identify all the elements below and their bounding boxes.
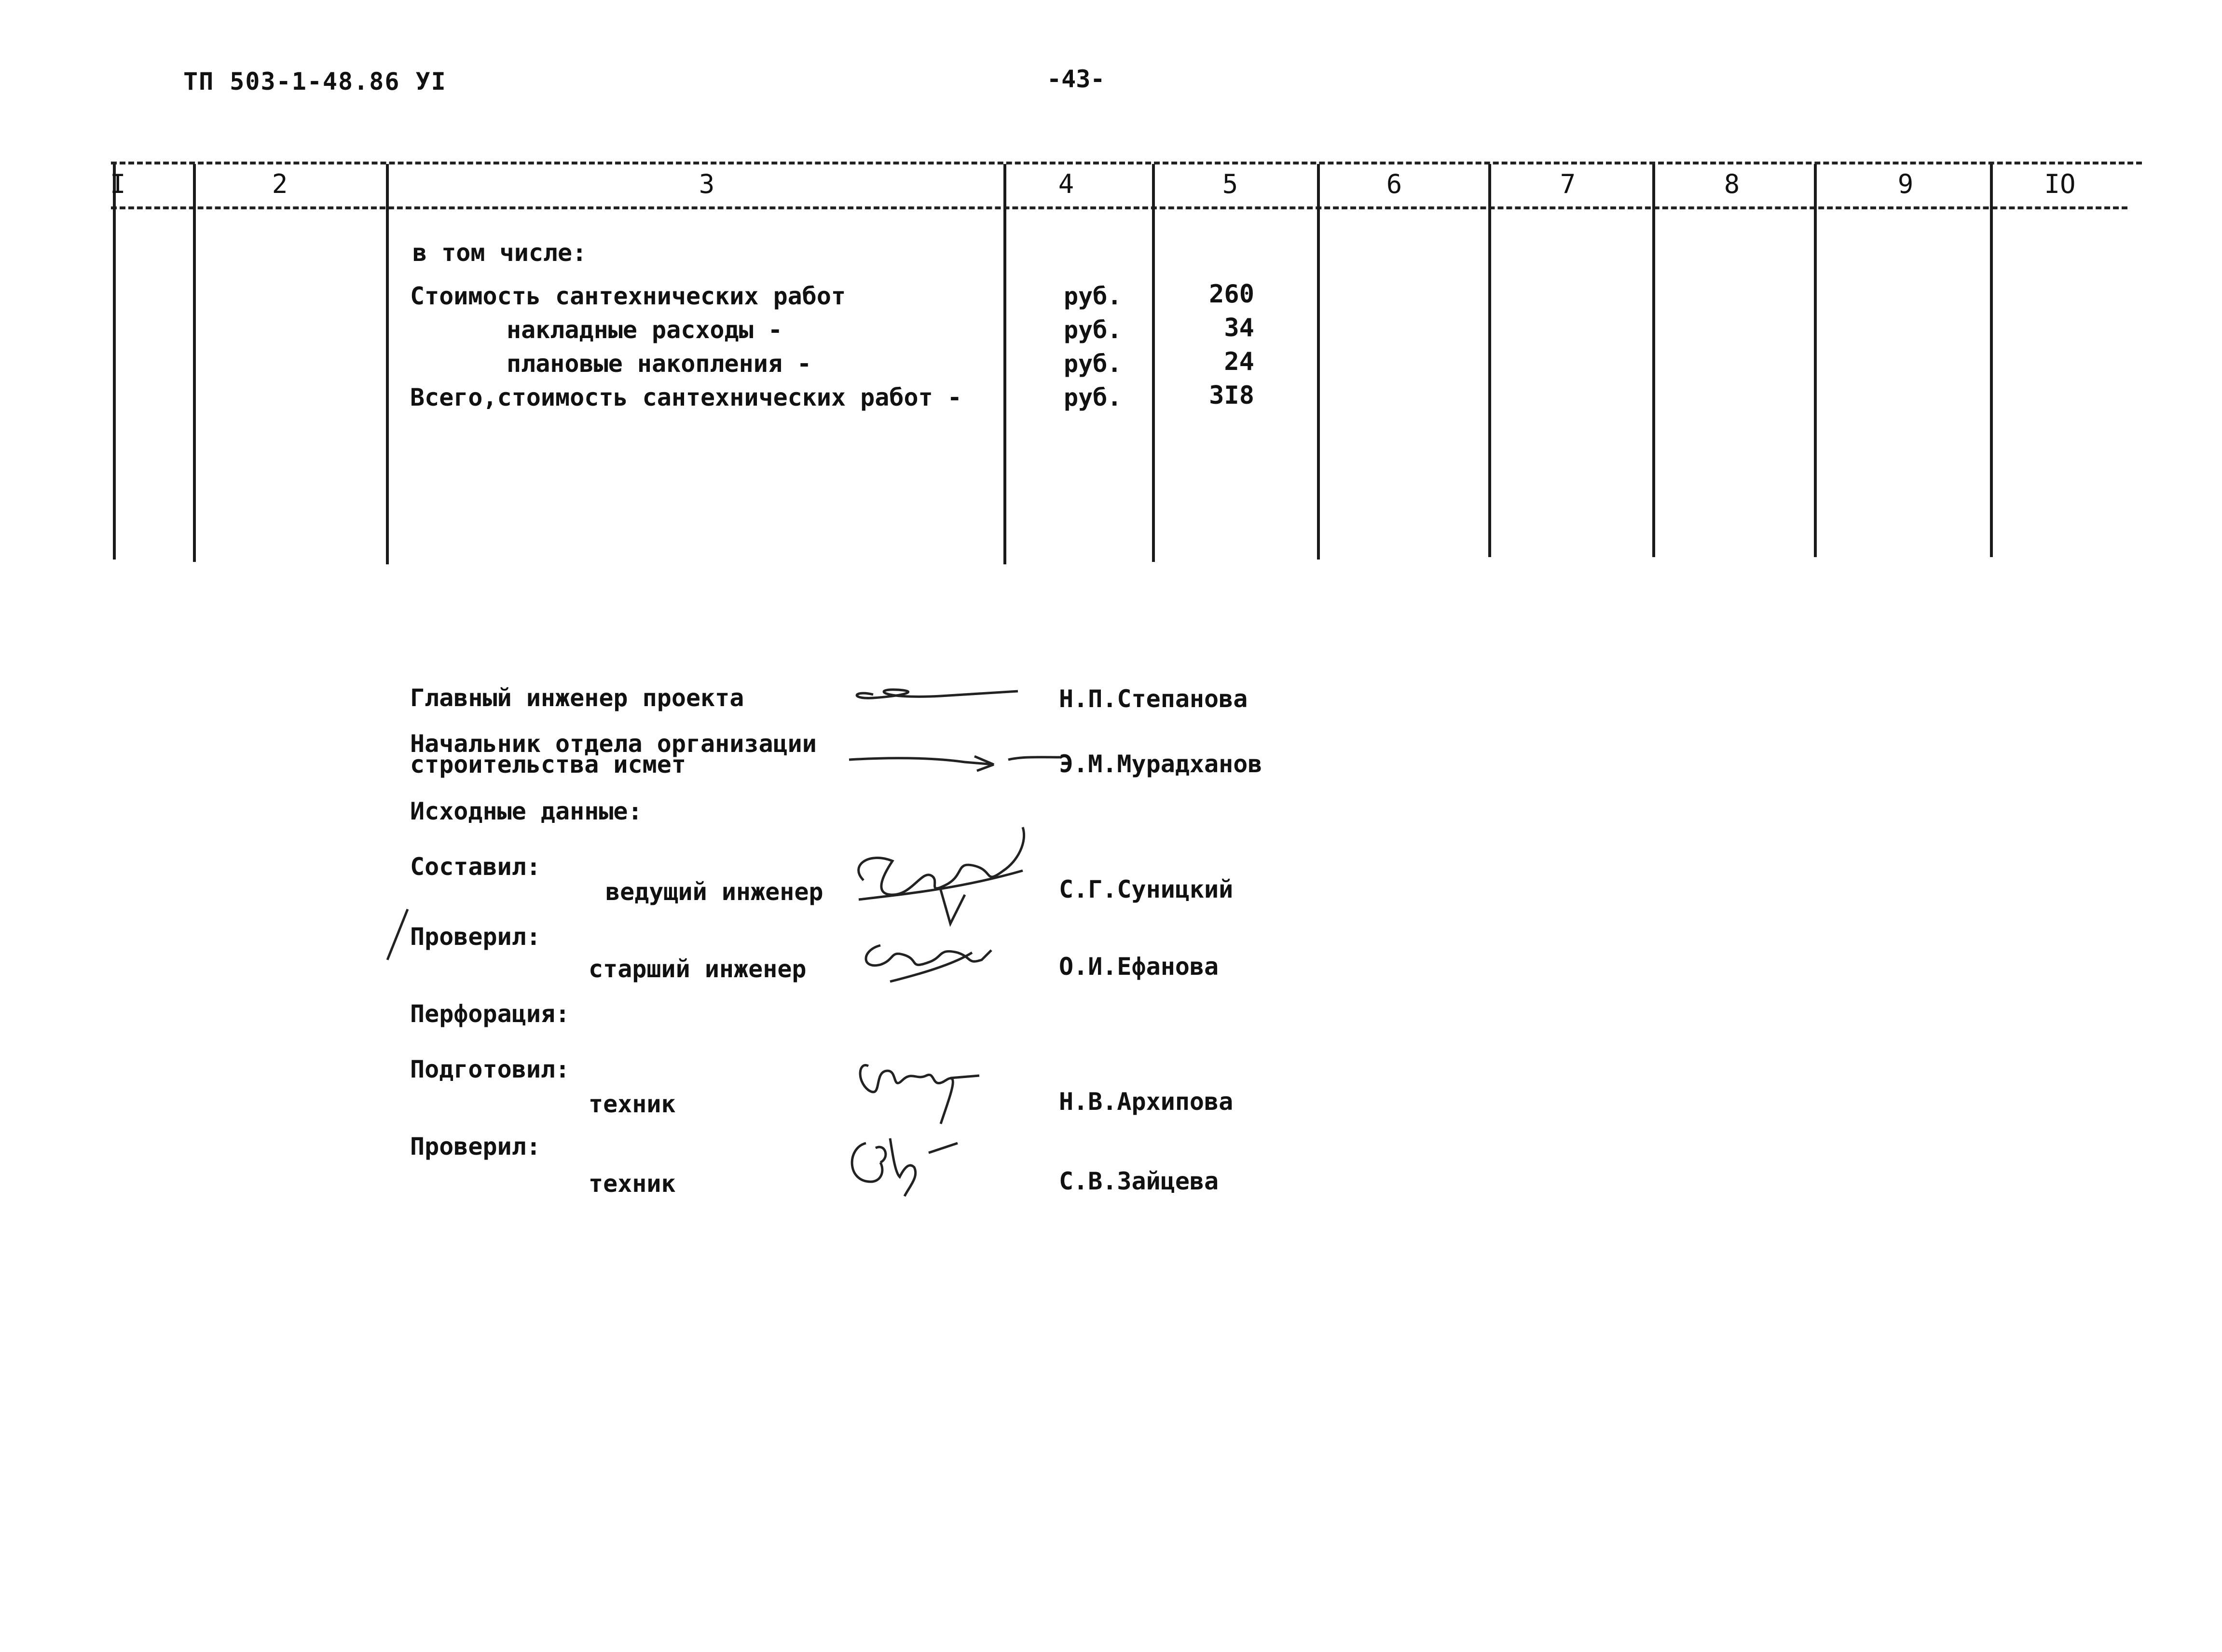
- row-unit: руб.: [1064, 282, 1122, 310]
- column-number: 8: [1724, 169, 1740, 199]
- checked2-role: техник: [589, 1170, 676, 1198]
- row-label: Стоимость сантехнических работ: [410, 282, 846, 310]
- column-divider: [1990, 164, 1993, 557]
- row-unit: руб.: [1064, 316, 1122, 344]
- column-divider: [386, 164, 389, 564]
- prepared-label: Подготовил:: [410, 1055, 570, 1083]
- column-number: 9: [1897, 169, 1914, 199]
- section-title: в том числе:: [412, 239, 587, 267]
- column-number: 5: [1222, 169, 1238, 199]
- row-unit: руб.: [1064, 383, 1122, 411]
- column-number: I: [110, 169, 126, 199]
- signature-chief-engineer: [844, 673, 1028, 711]
- department-head-name: Э.М.Мурадханов: [1059, 750, 1262, 778]
- checked-role: старший инженер: [589, 955, 807, 983]
- checked2-name: С.В.Зайцева: [1059, 1167, 1219, 1195]
- column-divider: [1003, 164, 1006, 564]
- chief-engineer-name: Н.П.Степанова: [1059, 685, 1248, 713]
- column-number: 2: [272, 169, 288, 199]
- compiled-role: ведущий инженер: [605, 878, 823, 906]
- department-head-title-line1: Начальник отдела организации: [410, 730, 817, 758]
- column-divider: [1488, 164, 1491, 557]
- column-number: 4: [1058, 169, 1074, 199]
- column-divider: [1814, 164, 1817, 557]
- signature-compiled: [849, 822, 1032, 938]
- column-divider: [113, 164, 116, 560]
- column-divider: [193, 164, 196, 562]
- row-label: накладные расходы -: [507, 316, 782, 344]
- column-divider: [1317, 164, 1320, 560]
- column-divider: [1652, 164, 1655, 557]
- signature-checked2: [847, 1129, 972, 1201]
- table-top-line: [111, 162, 2142, 164]
- row-label: плановые накопления -: [507, 350, 812, 378]
- prepared-name: Н.В.Архипова: [1059, 1088, 1234, 1116]
- prepared-role: техник: [589, 1090, 676, 1118]
- row-unit: руб.: [1064, 350, 1122, 378]
- header-bottom-line: [111, 206, 2127, 209]
- signature-prepared: [854, 1051, 989, 1133]
- signature-department-head: [849, 743, 1061, 781]
- perforation-label: Перфорация:: [410, 1000, 570, 1028]
- check-mark-icon: [384, 907, 412, 965]
- document-code: ТП 503-1-48.86 УI: [183, 68, 447, 96]
- checked-label: Проверил:: [410, 923, 541, 951]
- column-number: 7: [1560, 169, 1576, 199]
- column-number: 6: [1386, 169, 1402, 199]
- chief-engineer-title: Главный инженер проекта: [410, 684, 744, 712]
- column-divider: [1152, 164, 1155, 562]
- compiled-name: С.Г.Суницкий: [1059, 875, 1234, 903]
- row-value: 3I8: [1209, 381, 1254, 410]
- page-number: -43-: [1047, 65, 1105, 93]
- department-head-title-line2: строительства исмет: [410, 751, 686, 778]
- column-number: IO: [2044, 169, 2076, 199]
- row-label: Всего,стоимость сантехнических работ -: [410, 383, 962, 411]
- column-number: 3: [699, 169, 715, 199]
- row-value: 24: [1224, 347, 1254, 376]
- checked2-label: Проверил:: [410, 1133, 541, 1160]
- row-value: 260: [1209, 280, 1254, 309]
- row-value: 34: [1224, 314, 1254, 342]
- signature-checked: [861, 936, 996, 994]
- checked-name: О.И.Ефанова: [1059, 953, 1219, 981]
- source-data-label: Исходные данные:: [410, 797, 643, 825]
- compiled-label: Составил:: [410, 853, 541, 881]
